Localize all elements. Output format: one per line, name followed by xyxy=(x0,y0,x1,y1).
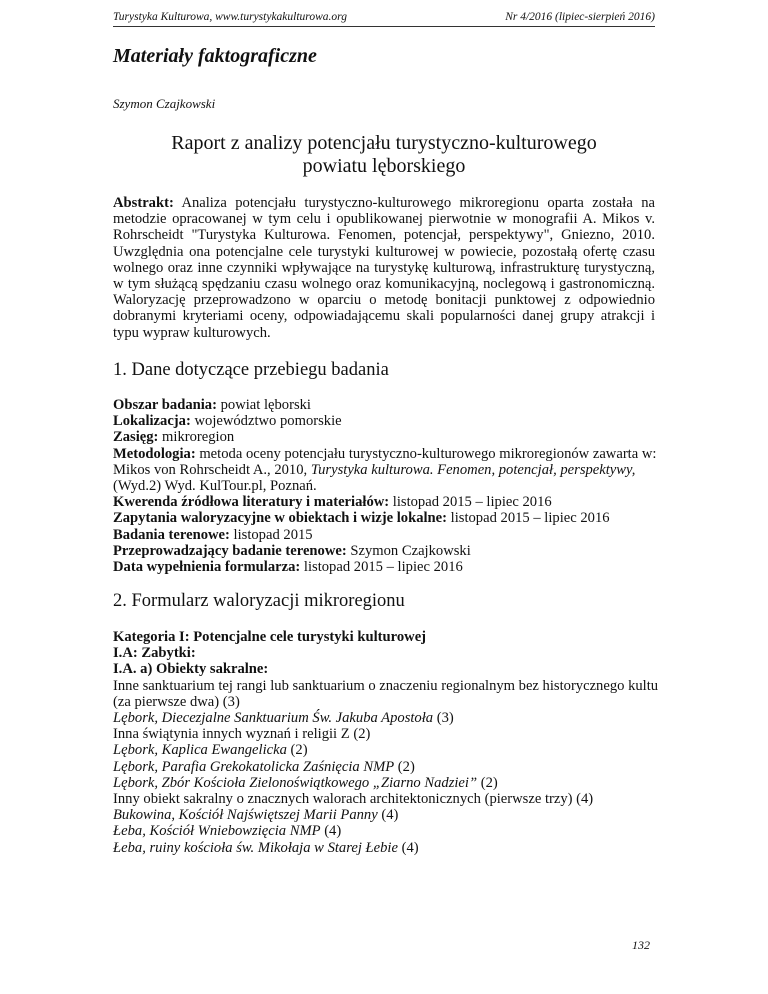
score: (2) xyxy=(286,742,308,759)
title-line-1: Raport z analizy potencjału turystyczno-kulturowego xyxy=(171,132,597,154)
abstract xyxy=(113,195,655,341)
field-label: Przeprowadzający badanie terenowe: xyxy=(113,542,347,559)
score: (3) xyxy=(219,693,240,710)
criterion-text: (za pierwsze dwa) xyxy=(113,693,220,710)
section-2-heading: 2. Formularz waloryzacji mikroregionu xyxy=(113,591,405,611)
abstract-text: Analiza potencjału turystyczno-kulturowego mikroregionu oparta została na metodzie opracowanej w tym celu i opublikowanej pierwotnie w monografii A. Mikos v. Rohrscheidt "Turystyka Kulturowa. Fenomen, potencjał, perspektywy", Gniezno, 2010. Uwzględnia ona potencjalne cele turystyki kulturowej w powiecie, pozostałą ofertę czasu wolnego oraz inne czynniki wpływające na turystykę kulturową, infrastrukturę turystyczną, w tym służącą spędzaniu czasu wolnego oraz komunikacyjną, noclegową i gastronomiczną. Waloryzację przeprowadzono w oparciu o metodę bonitacji punktowej z odpowiednio dobranymi kryteriami oceny, odpowiadającemu skali popularności danej grupy atrakcji i typu wypraw kulturowych. xyxy=(113,195,656,341)
list-item xyxy=(113,840,655,856)
citation-publisher: (Wyd.2) Wyd. KulTour.pl, Poznań. xyxy=(113,478,317,495)
field-label: Data wypełnienia formularza: xyxy=(113,559,301,576)
category-heading: I.A: Zabytki: xyxy=(113,645,196,662)
text-line xyxy=(113,446,655,462)
list-item xyxy=(113,710,655,726)
journal-name: Turystyka Kulturowa, www.turystykakulturowa.org xyxy=(113,11,347,23)
text-line xyxy=(113,629,655,645)
valuation-form xyxy=(113,629,659,856)
field-value: listopad 2015 – lipiec 2016 xyxy=(389,494,552,511)
score: (2) xyxy=(349,726,371,743)
study-details xyxy=(113,397,655,575)
attraction-name: Bukowina, Kościół Najświętszej Marii Panny xyxy=(113,807,378,824)
running-header xyxy=(113,11,655,27)
attraction-name: Lębork, Parafia Grekokatolicka Zaśnięcia NMP xyxy=(113,758,395,775)
text-line xyxy=(113,429,655,445)
list-item xyxy=(113,742,655,758)
text-line xyxy=(113,478,655,494)
section-title: Materiały faktograficzne xyxy=(113,45,317,67)
field-label: Obszar badania: xyxy=(113,397,217,413)
author: Szymon Czajkowski xyxy=(113,96,216,111)
criterion-text: Inne sanktuarium tej rangi lub sanktuarium o znaczeniu regionalnym bez historycznego kultu xyxy=(113,677,659,694)
attraction-name: Łeba, Kościół Wniebowzięcia NMP xyxy=(113,823,321,840)
citation-title: Turystyka kulturowa. Fenomen, potencjał, perspektywy, xyxy=(310,461,636,478)
text-line xyxy=(113,645,655,661)
article-title xyxy=(113,132,655,178)
list-item xyxy=(113,791,655,807)
list-item xyxy=(113,677,659,694)
field-label: Zapytania waloryzacyjne w obiektach i wizje lokalne: xyxy=(113,510,448,527)
list-item xyxy=(113,694,655,710)
attraction-name: Lębork, Kaplica Ewangelicka xyxy=(113,742,287,759)
text-line xyxy=(113,527,655,543)
score: (4) xyxy=(377,807,399,824)
text-line xyxy=(113,397,655,413)
field-label: Badania terenowe: xyxy=(113,526,230,543)
list-item xyxy=(113,726,655,742)
attraction-name: Lębork, Zbór Kościoła Zielonoświątkowego „Ziarno Nadziei” xyxy=(113,774,478,791)
criterion-text: Inny obiekt sakralny o znacznych walorach architektonicznych (pierwsze trzy) xyxy=(113,791,573,808)
category-heading: I.A. a) Obiekty sakralne: xyxy=(113,661,269,678)
field-value: listopad 2015 – lipiec 2016 xyxy=(447,510,610,527)
title-line-2: powiatu lęborskiego xyxy=(302,155,466,177)
text-line xyxy=(113,661,655,677)
list-item xyxy=(113,823,655,839)
text-line xyxy=(113,494,655,510)
list-item xyxy=(113,775,655,791)
text-line xyxy=(113,559,655,575)
list-item xyxy=(113,807,655,823)
attraction-name: Łeba, ruiny kościoła św. Mikołaja w Starej Łebie xyxy=(113,839,398,856)
section-1-heading: 1. Dane dotyczące przebiegu badania xyxy=(113,360,389,380)
field-label: Metodologia: xyxy=(113,445,196,462)
field-value: listopad 2015 – lipiec 2016 xyxy=(300,559,463,576)
field-value: Szymon Czajkowski xyxy=(346,542,471,559)
text-line xyxy=(113,462,655,478)
criterion-text: Inna świątynia innych wyznań i religii Z xyxy=(113,726,350,743)
field-label: Zasięg: xyxy=(113,429,159,446)
field-label: Kwerenda źródłowa literatury i materiałów: xyxy=(113,494,390,511)
field-value: metoda oceny potencjału turystyczno-kulturowego mikroregionów zawarta w: xyxy=(195,445,657,462)
score: (2) xyxy=(477,774,498,791)
issue-info: Nr 4/2016 (lipiec-sierpień 2016) xyxy=(505,11,655,23)
field-label: Lokalizacja: xyxy=(113,413,191,430)
citation-author: Mikos von Rohrscheidt A., 2010, xyxy=(113,461,311,478)
score: (4) xyxy=(572,791,594,808)
field-value: województwo pomorskie xyxy=(190,413,342,430)
page-number: 132 xyxy=(632,938,650,952)
abstract-label: Abstrakt: xyxy=(113,195,174,211)
score: (3) xyxy=(433,710,454,727)
attraction-name: Lębork, Diecezjalne Sanktuarium Św. Jakuba Apostoła xyxy=(113,710,434,727)
score: (4) xyxy=(397,839,419,856)
list-item xyxy=(113,759,655,775)
field-value: powiat lęborski xyxy=(216,397,311,413)
category-heading: Kategoria I: Potencjalne cele turystyki kulturowej xyxy=(113,629,427,645)
field-value: listopad 2015 xyxy=(229,526,313,543)
text-line xyxy=(113,510,655,526)
text-line xyxy=(113,543,655,559)
score: (2) xyxy=(394,758,415,775)
field-value: mikroregion xyxy=(158,429,235,446)
score: (4) xyxy=(320,823,342,840)
text-line xyxy=(113,413,655,429)
